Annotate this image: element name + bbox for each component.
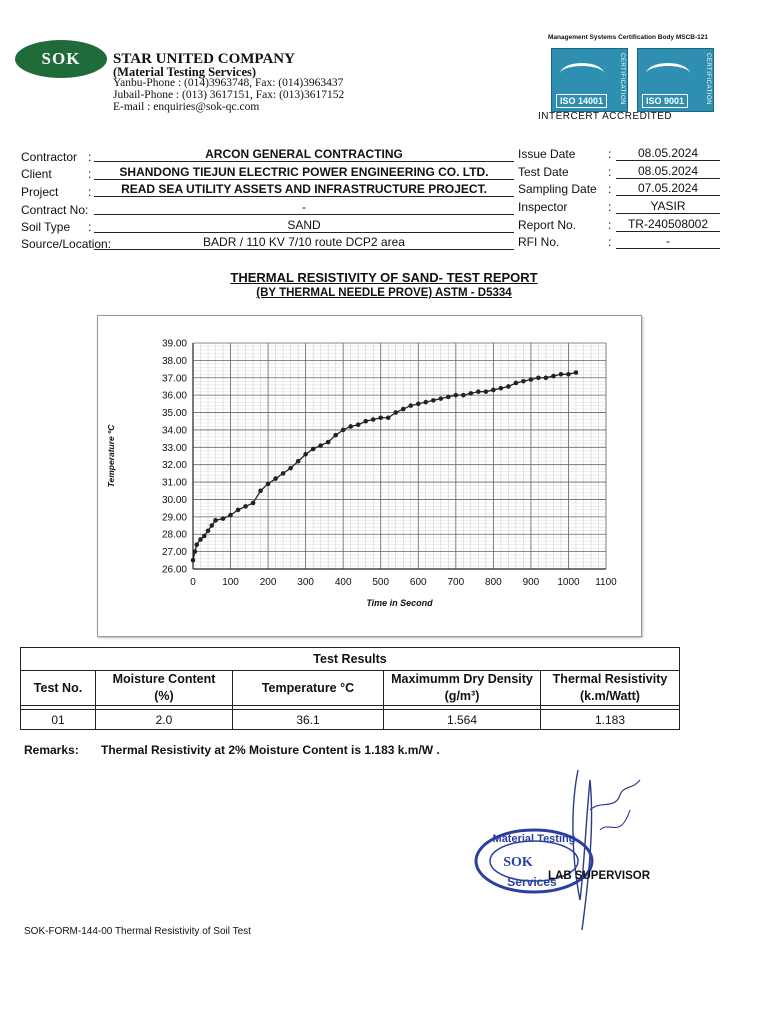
data-point bbox=[281, 471, 286, 476]
x-tick-label: 800 bbox=[485, 577, 502, 588]
data-point bbox=[326, 440, 331, 445]
y-tick-label: 35.00 bbox=[161, 408, 187, 420]
data-point bbox=[416, 402, 421, 407]
stamp-middle-text: SOK bbox=[503, 855, 533, 870]
x-tick-label: 900 bbox=[522, 577, 540, 588]
data-point bbox=[209, 523, 214, 528]
data-point bbox=[341, 428, 346, 433]
info-label-project: Project bbox=[21, 185, 59, 199]
col-resistivity-unit: (k.m/Watt) bbox=[580, 689, 640, 703]
stamp-top-text: Material Testing bbox=[492, 833, 576, 845]
data-point bbox=[551, 374, 556, 379]
data-point bbox=[469, 391, 474, 396]
info-label-rfi-no: RFI No. bbox=[518, 235, 560, 249]
data-point bbox=[401, 407, 406, 412]
data-point bbox=[258, 488, 263, 493]
x-tick-label: 700 bbox=[447, 577, 465, 588]
certification-title: Management Systems Certification Body MSCB-121 bbox=[548, 34, 709, 41]
info-value-contract-no: - bbox=[94, 200, 514, 215]
data-point bbox=[521, 379, 526, 384]
info-label-contract-no: Contract No: bbox=[21, 203, 89, 217]
chart-frame bbox=[97, 315, 642, 637]
x-tick-label: 500 bbox=[372, 577, 390, 588]
company-email: E-mail : enquiries@sok-qc.com bbox=[113, 101, 260, 113]
data-point bbox=[363, 419, 368, 424]
table-row bbox=[21, 710, 680, 730]
info-colon: : bbox=[608, 165, 612, 179]
data-point bbox=[499, 386, 504, 391]
results-title: Test Results bbox=[21, 648, 680, 671]
y-tick-label: 38.00 bbox=[161, 355, 187, 367]
data-point bbox=[574, 370, 579, 375]
data-point bbox=[288, 466, 293, 471]
results-table bbox=[20, 647, 680, 730]
data-point bbox=[431, 398, 436, 403]
data-point bbox=[213, 518, 218, 523]
cell-moisture: 2.0 bbox=[96, 710, 233, 730]
data-point bbox=[559, 372, 564, 377]
company-phone-yanbu: Yanbu-Phone : (014)3963748, Fax: (014)3963437 bbox=[113, 77, 344, 89]
info-label-inspector: Inspector bbox=[518, 200, 568, 214]
badge-swoosh-icon bbox=[560, 63, 604, 84]
col-moisture-content bbox=[96, 671, 233, 706]
col-moisture-label: Moisture Content bbox=[112, 672, 216, 686]
info-value-issue-date: 08.05.2024 bbox=[616, 146, 720, 161]
temperature-time-chart bbox=[98, 316, 641, 636]
y-tick-label: 31.00 bbox=[161, 477, 187, 489]
form-footer: SOK-FORM-144-00 Thermal Resistivity of Soil Test bbox=[24, 926, 251, 937]
x-tick-label: 200 bbox=[259, 577, 277, 588]
cell-density: 1.564 bbox=[384, 710, 541, 730]
x-tick-label: 1100 bbox=[595, 577, 617, 588]
col-dry-density bbox=[384, 671, 541, 706]
x-tick-label: 1000 bbox=[557, 577, 580, 588]
data-point bbox=[393, 410, 398, 415]
remarks-text: Thermal Resistivity at 2% Moisture Content is 1.183 k.m/W . bbox=[101, 743, 440, 757]
data-point bbox=[484, 389, 489, 394]
logo-text: SOK bbox=[41, 49, 81, 68]
y-tick-label: 27.00 bbox=[161, 547, 187, 559]
data-point bbox=[303, 452, 308, 457]
info-colon: : bbox=[608, 218, 612, 232]
y-tick-label: 32.00 bbox=[161, 460, 187, 472]
cell-temperature: 36.1 bbox=[233, 710, 384, 730]
y-tick-label: 30.00 bbox=[161, 494, 187, 506]
data-point bbox=[348, 424, 353, 429]
company-phone-jubail: Jubail-Phone : (013) 3617151, Fax: (013)3617152 bbox=[113, 89, 345, 101]
data-point bbox=[454, 393, 459, 398]
info-colon: : bbox=[88, 185, 92, 199]
data-point bbox=[506, 384, 511, 389]
info-label-issue-date: Issue Date bbox=[518, 147, 576, 161]
x-tick-label: 600 bbox=[409, 577, 427, 588]
info-value-client: SHANDONG TIEJUN ELECTRIC POWER ENGINEERING CO. LTD. bbox=[94, 165, 514, 180]
stamp-bottom-text: Services bbox=[507, 875, 557, 889]
y-axis-label: Temperature ºC bbox=[106, 424, 116, 488]
col-temperature: Temperature °C bbox=[233, 671, 384, 706]
badge-iso-label: ISO 14001 bbox=[556, 94, 607, 108]
y-tick-label: 37.00 bbox=[161, 373, 187, 385]
series-line bbox=[193, 373, 576, 561]
data-point bbox=[386, 415, 391, 420]
info-value-contractor: ARCON GENERAL CONTRACTING bbox=[94, 147, 514, 162]
info-value-soil-type: SAND bbox=[94, 218, 514, 233]
info-colon: : bbox=[608, 182, 612, 196]
info-colon: : bbox=[88, 150, 92, 164]
info-label-report-no: Report No. bbox=[518, 218, 577, 232]
company-subtitle: (Material Testing Services) bbox=[113, 65, 257, 79]
badge-swoosh-icon bbox=[646, 63, 690, 84]
info-label-soil-type: Soil Type bbox=[21, 220, 71, 234]
data-point bbox=[194, 542, 199, 547]
report-title: THERMAL RESISTIVITY OF SAND- TEST REPORT bbox=[230, 270, 538, 285]
col-density-label: Maximumm Dry Density bbox=[391, 672, 533, 686]
accreditation-text: INTERCERT ACCREDITED bbox=[538, 111, 673, 122]
data-point bbox=[206, 528, 211, 533]
y-tick-label: 28.00 bbox=[161, 529, 187, 541]
info-value-report-no: TR-240508002 bbox=[616, 217, 720, 232]
data-point bbox=[191, 558, 196, 563]
info-value-sampling-date: 07.05.2024 bbox=[616, 181, 720, 196]
data-point bbox=[476, 389, 481, 394]
info-colon: : bbox=[608, 200, 612, 214]
data-point bbox=[198, 537, 203, 542]
col-resistivity-label: Thermal Resistivity bbox=[552, 672, 668, 686]
data-point bbox=[423, 400, 428, 405]
cell-resistivity: 1.183 bbox=[541, 710, 680, 730]
data-point bbox=[251, 501, 256, 506]
company-name: STAR UNITED COMPANY bbox=[113, 51, 295, 67]
data-point bbox=[446, 395, 451, 400]
badge-vertical-text: CERTIFICATION bbox=[619, 53, 625, 105]
iso-9001-badge bbox=[637, 48, 714, 112]
data-point bbox=[536, 375, 541, 380]
info-value-project: READ SEA UTILITY ASSETS AND INFRASTRUCTURE PROJECT. bbox=[94, 182, 514, 197]
col-density-unit: (g/m³) bbox=[444, 689, 480, 703]
y-tick-label: 39.00 bbox=[161, 338, 187, 350]
y-tick-label: 26.00 bbox=[161, 564, 187, 576]
info-colon: : bbox=[608, 235, 612, 249]
data-point bbox=[529, 377, 534, 382]
x-tick-label: 100 bbox=[222, 577, 239, 588]
data-point bbox=[221, 516, 226, 521]
data-point bbox=[273, 476, 278, 481]
remarks-label: Remarks: bbox=[24, 743, 79, 757]
data-point bbox=[514, 381, 519, 386]
x-tick-label: 0 bbox=[190, 577, 196, 588]
data-point bbox=[356, 422, 361, 427]
data-point bbox=[193, 549, 198, 554]
info-value-source: BADR / 110 KV 7/10 route DCP2 area bbox=[94, 235, 514, 250]
y-tick-label: 36.00 bbox=[161, 390, 187, 402]
x-axis-label: Time in Second bbox=[366, 598, 433, 608]
data-point bbox=[439, 396, 444, 401]
data-point bbox=[228, 513, 233, 518]
info-value-rfi-no: - bbox=[616, 234, 720, 249]
col-test-no: Test No. bbox=[21, 671, 96, 706]
info-label-client: Client bbox=[21, 167, 52, 181]
info-label-sampling-date: Sampling Date bbox=[518, 182, 597, 196]
y-tick-label: 34.00 bbox=[161, 425, 187, 437]
info-label-test-date: Test Date bbox=[518, 165, 569, 179]
data-point bbox=[318, 443, 323, 448]
lab-stamp bbox=[474, 828, 594, 894]
data-point bbox=[243, 504, 248, 509]
data-point bbox=[491, 388, 496, 393]
x-tick-label: 400 bbox=[334, 577, 352, 588]
y-tick-label: 29.00 bbox=[161, 512, 187, 524]
data-point bbox=[461, 393, 466, 398]
data-point bbox=[311, 447, 316, 452]
badge-vertical-text: CERTIFICATION bbox=[705, 53, 711, 105]
data-point bbox=[236, 508, 241, 513]
badge-iso-label: ISO 9001 bbox=[642, 94, 688, 108]
y-tick-label: 33.00 bbox=[161, 442, 187, 454]
col-moisture-unit: (%) bbox=[154, 689, 174, 703]
data-point bbox=[296, 459, 301, 464]
x-tick-label: 300 bbox=[297, 577, 314, 588]
data-point bbox=[378, 415, 383, 420]
report-subtitle: (BY THERMAL NEEDLE PROVE) ASTM - D5334 bbox=[256, 287, 512, 299]
info-label-contractor: Contractor bbox=[21, 150, 78, 164]
col-thermal-resistivity bbox=[541, 671, 680, 706]
data-point bbox=[408, 403, 413, 408]
data-point bbox=[333, 433, 338, 438]
iso-14001-badge bbox=[551, 48, 628, 112]
info-value-inspector: YASIR bbox=[616, 199, 720, 214]
data-point bbox=[371, 417, 376, 422]
data-point bbox=[566, 372, 571, 377]
data-point bbox=[202, 534, 207, 539]
data-point bbox=[266, 482, 271, 487]
info-colon: : bbox=[88, 167, 92, 181]
info-colon: : bbox=[608, 147, 612, 161]
cell-test-no: 01 bbox=[21, 710, 96, 730]
lab-supervisor-label: LAB SUPERVISOR bbox=[548, 870, 651, 882]
info-value-test-date: 08.05.2024 bbox=[616, 164, 720, 179]
data-point bbox=[544, 375, 549, 380]
info-colon: : bbox=[88, 220, 92, 234]
company-logo bbox=[15, 40, 107, 78]
info-label-source: Source/Location: bbox=[21, 237, 112, 251]
